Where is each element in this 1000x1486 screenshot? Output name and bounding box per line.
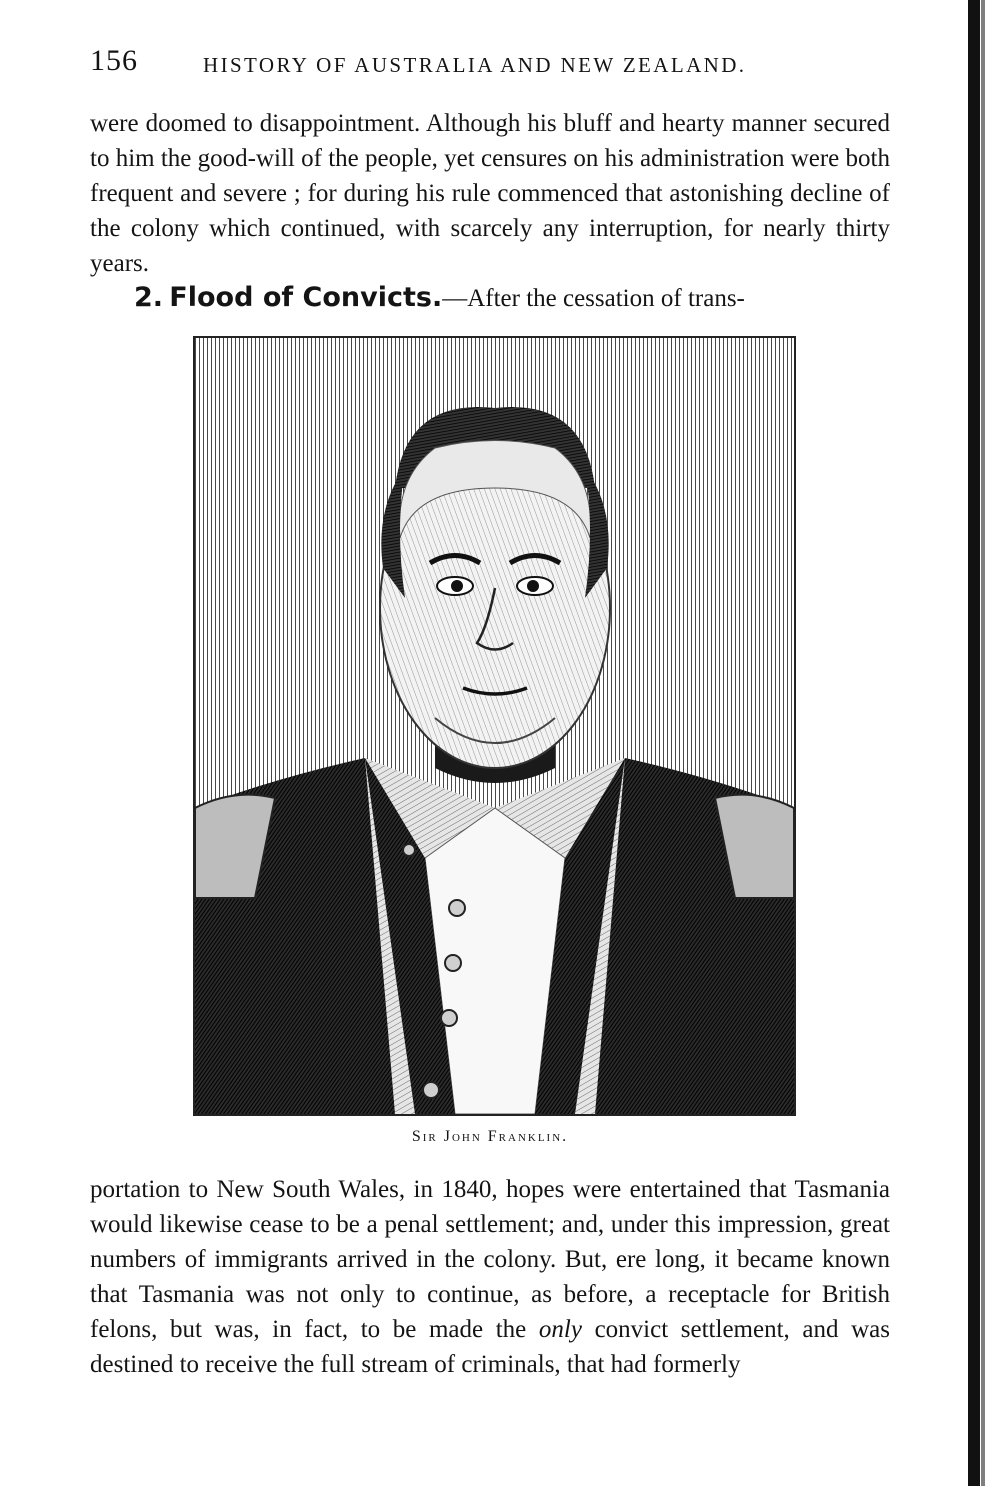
portrait-illustration xyxy=(195,338,794,1114)
section-number: 2. xyxy=(134,282,164,313)
paragraph-bottom-text-b: convict settlement, and was destined to receive the full stream of criminals, that had formerly xyxy=(90,1316,890,1378)
running-head: HISTORY OF AUSTRALIA AND NEW ZEALAND. xyxy=(203,53,747,77)
paragraph-bottom xyxy=(90,1172,890,1382)
section-lead-text: —After the cessation of trans- xyxy=(442,285,745,312)
paragraph-bottom-text-a: portation to New South Wales, in 1840, hopes were entertained that Tasmania would likewise cease to be a penal settlement; and, under this impression, great numbers of immigrants arrived in the colony. But, ere long, it became known that Tasmania was not only to continue, as before, a receptacle for British felons, but was, in fact, to be made the xyxy=(90,1176,890,1343)
emphasis-only: only xyxy=(538,1316,582,1343)
section-title: Flood of Convicts. xyxy=(169,282,443,313)
section-heading-line xyxy=(90,280,890,316)
vest-button xyxy=(423,1082,439,1098)
figure-caption: Sir John Franklin. xyxy=(411,1128,569,1145)
pupil-right xyxy=(527,580,539,592)
book-spine-shadow xyxy=(968,0,980,1486)
paragraph-top: were doomed to disappointment. Although his bluff and hearty manner secured to him the good-will of the people, yet censures on his administration were both frequent and severe ; for during his rule commenced that astonishing decline of the colony which continued, with scarcely any interruption, for nearly thirty years. xyxy=(90,110,890,277)
portrait-engraving xyxy=(193,336,796,1116)
book-spine-edge xyxy=(981,0,985,1486)
page-header xyxy=(90,44,890,78)
pupil-left xyxy=(451,580,463,592)
page-number: 156 xyxy=(90,44,138,77)
vest-button xyxy=(445,955,461,971)
vest-button xyxy=(441,1010,457,1026)
vest-button xyxy=(449,900,465,916)
coat-button xyxy=(403,844,415,856)
